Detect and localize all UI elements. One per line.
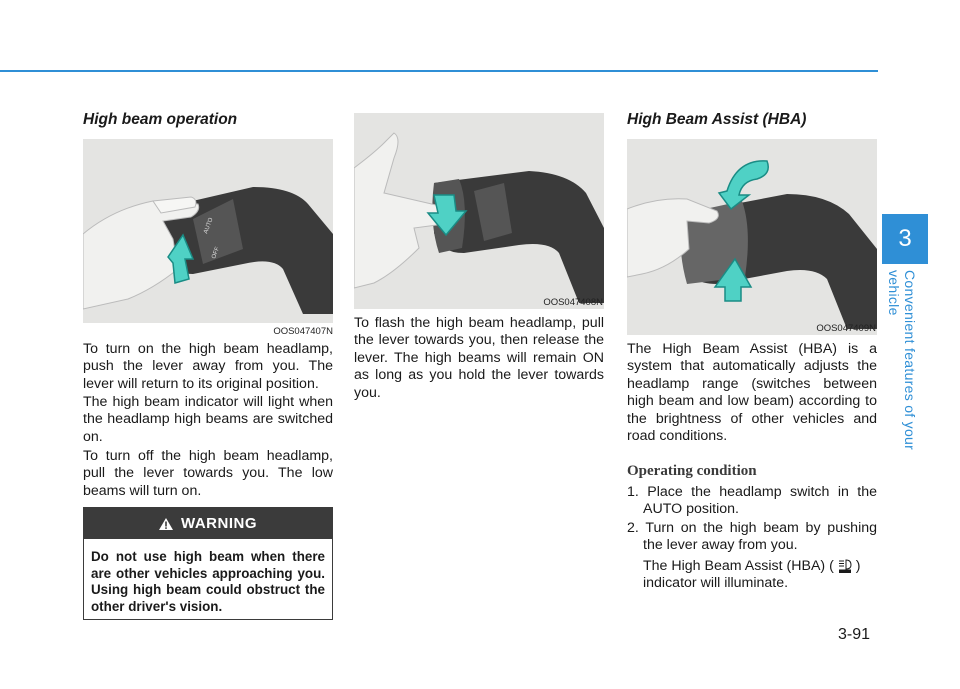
warning-header bbox=[84, 508, 332, 539]
step-2-note-c: indicator will illuminate. bbox=[643, 575, 789, 592]
heading-high-beam-operation: High beam operation bbox=[83, 111, 238, 128]
step-1-text: 1. Place the headlamp switch in the AUTO position. bbox=[627, 484, 877, 518]
subheading-operating-condition: Operating condition bbox=[627, 463, 757, 479]
page-number: 3-91 bbox=[838, 626, 871, 643]
paragraph-high-beam-off: To turn off the high beam headlamp, pull the lever towards you. The low beams will turn on. bbox=[83, 448, 333, 499]
step-2-note-b: ) bbox=[855, 558, 861, 574]
step-2-note-a: The High Beam Assist (HBA) ( bbox=[643, 558, 834, 574]
paragraph-high-beam-on: To turn on the high beam headlamp, push the lever away from you. The lever will return to its original position. bbox=[83, 341, 333, 392]
warning-text: Do not use high beam when there are other vehicles approaching you. Using high beam could obstruct the other driver's vision. bbox=[91, 549, 325, 614]
section-number-tab: 3 bbox=[882, 214, 928, 264]
header-rule bbox=[0, 70, 878, 72]
lever-label-off: OFF bbox=[211, 246, 221, 260]
figure-high-beam-flash bbox=[354, 113, 604, 309]
warning-box bbox=[83, 507, 333, 620]
warning-triangle-icon bbox=[159, 518, 173, 530]
lever-hba-illustration bbox=[627, 139, 877, 335]
step-1 bbox=[627, 484, 877, 519]
figure-hba bbox=[627, 139, 877, 335]
step-2 bbox=[627, 520, 877, 555]
paragraph-indicator: The high beam indicator will light when the headlamp high beams are switched on. bbox=[83, 394, 333, 445]
warning-title: WARNING bbox=[181, 515, 257, 532]
step-2-text: 2. Turn on the high beam by pushing the lever away from you. bbox=[627, 520, 877, 554]
lever-push-illustration bbox=[83, 139, 333, 323]
figure-code-1: OOS047407N bbox=[273, 326, 333, 337]
chapter-title: Convenient features of your vehicle bbox=[886, 270, 918, 451]
figure-code-3: OOS047409N bbox=[816, 323, 876, 334]
hba-auto-indicator-icon bbox=[838, 559, 852, 573]
paragraph-hba: The High Beam Assist (HBA) is a system that automatically adjusts the headlamp range (switches between high beam and low beam) according to the brightness of other vehicles and road conditions. bbox=[627, 341, 877, 445]
figure-code-2: OOS047408N bbox=[543, 297, 603, 308]
step-2-note bbox=[643, 558, 877, 593]
heading-hba: High Beam Assist (HBA) bbox=[627, 111, 807, 128]
paragraph-flash: To flash the high beam headlamp, pull the lever towards you, then release the lever. The high beams will remain ON as long as you hold the lever towards you. bbox=[354, 315, 604, 401]
lever-flash-illustration bbox=[354, 113, 604, 309]
figure-high-beam-push bbox=[83, 139, 333, 323]
lever-label-auto: AUTO bbox=[203, 217, 215, 235]
